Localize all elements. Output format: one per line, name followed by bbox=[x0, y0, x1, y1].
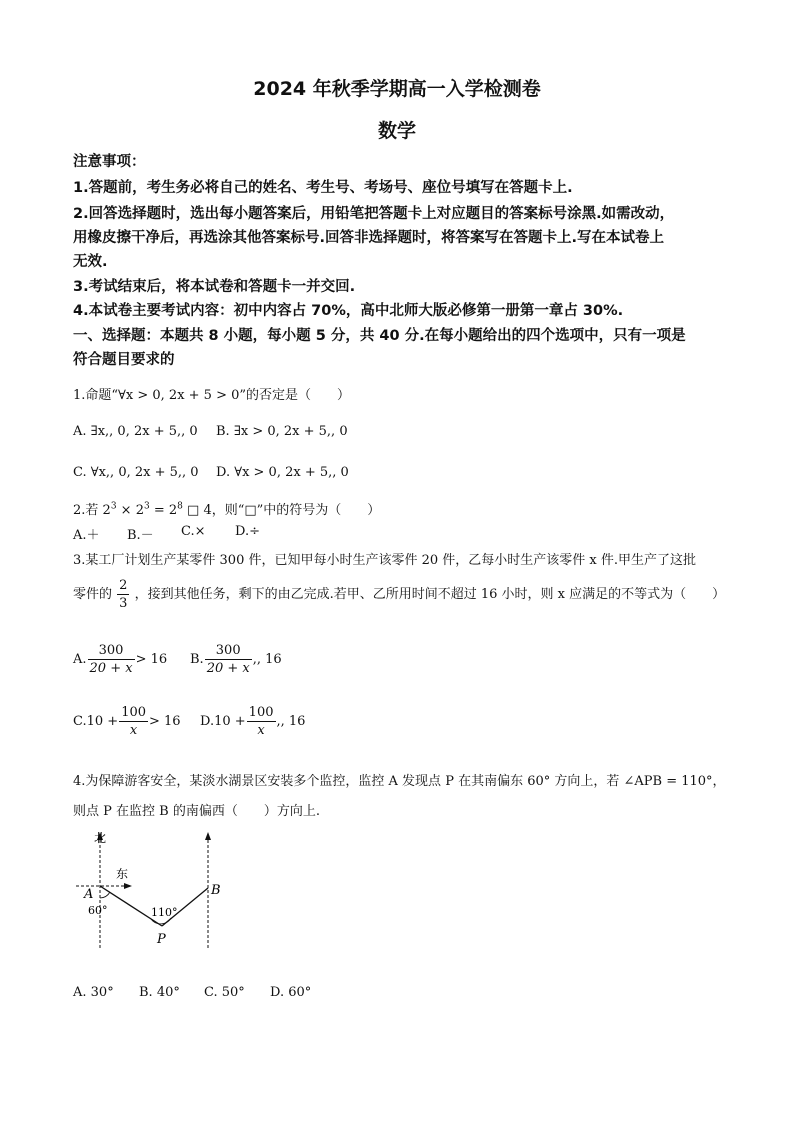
q3-option-a-num: 300 bbox=[88, 643, 135, 660]
q4-diagram bbox=[70, 826, 240, 956]
q3-frac-den: 3 bbox=[119, 596, 128, 611]
q3-stem-line-2 bbox=[73, 578, 725, 611]
q3-option-c-label: C.10 + bbox=[73, 714, 119, 729]
q3-option-b-rel: ,, 16 bbox=[252, 652, 282, 667]
q3-option-d-fraction bbox=[247, 705, 276, 738]
q4-option-a: A. 30° bbox=[73, 985, 114, 1000]
q3-option-a-label: A. bbox=[73, 652, 87, 667]
q2-stem-pre: 2.若 2 bbox=[73, 503, 111, 518]
q4-option-c: C. 50° bbox=[204, 985, 245, 1000]
notice-item-2-cont: 用橡皮擦干净后，再选涂其他答案标号.回答非选择题时，将答案写在答题卡上.写在本试卷上 bbox=[73, 230, 665, 246]
notice-item-2: 2.回答选择题时，选出每小题答案后，用铅笔把答题卡上对应题目的答案标号涂黑.如需改动， bbox=[73, 206, 675, 222]
label-north: 北 bbox=[94, 831, 107, 845]
q3-option-a-rel: > 16 bbox=[135, 652, 168, 667]
q2-stem bbox=[73, 499, 380, 518]
notice-item-1: 1.答题前，考生务必将自己的姓名、考生号、考场号、座位号填写在答题卡上. bbox=[73, 180, 573, 196]
section1-heading-cont: 符合题目要求的 bbox=[73, 352, 175, 368]
q3-option-c-fraction bbox=[119, 705, 148, 738]
notice-item-3: 3.考试结束后，将本试卷和答题卡一并交回. bbox=[73, 279, 356, 295]
q3-option-d bbox=[200, 705, 305, 738]
q2-option-a: A.＋ bbox=[73, 528, 100, 543]
label-point-b: B bbox=[211, 883, 221, 898]
q3-option-c bbox=[73, 705, 181, 738]
notice-item-2-end: 无效. bbox=[73, 254, 108, 270]
q3-option-d-label: D.10 + bbox=[200, 714, 246, 729]
q2-stem-mid-1: × 2 bbox=[116, 503, 144, 518]
label-east: 东 bbox=[116, 867, 129, 881]
q3-option-b-label: B. bbox=[190, 652, 204, 667]
q3-option-b-num: 300 bbox=[205, 643, 252, 660]
exam-title: 2024 年秋季学期高一入学检测卷 bbox=[253, 78, 541, 100]
q2-stem-mid-2: = 2 bbox=[149, 503, 178, 518]
label-point-p: P bbox=[157, 932, 166, 947]
q4-option-d: D. 60° bbox=[270, 985, 312, 1000]
q4-stem-line-1: 4.为保障游客安全，某淡水湖景区安装多个监控，监控 A 发现点 P 在其南偏东 60° 方向上，若 ∠APB = 110°， bbox=[73, 774, 726, 789]
q1-stem: 1.命题“∀x > 0, 2x + 5 > 0”的否定是（ ） bbox=[73, 388, 351, 403]
q3-fraction-two-thirds bbox=[117, 578, 129, 611]
notice-heading: 注意事项： bbox=[73, 154, 146, 170]
q3-option-a-fraction bbox=[88, 643, 135, 676]
q3-option-d-den: x bbox=[257, 723, 265, 738]
q4-stem-line-2: 则点 P 在监控 B 的南偏西（ ）方向上. bbox=[73, 804, 320, 819]
q3-option-b-fraction bbox=[205, 643, 252, 676]
north-arrowhead-b bbox=[205, 832, 211, 840]
label-angle-110: 110° bbox=[151, 906, 178, 919]
q2-exp-2: 3 bbox=[143, 501, 150, 512]
east-arrowhead-a bbox=[124, 883, 132, 889]
q3-option-c-num: 100 bbox=[121, 705, 147, 720]
q4-option-b: B. 40° bbox=[139, 985, 180, 1000]
q3-option-b-den: 20 + x bbox=[206, 661, 250, 676]
q3-stem-line-1: 3.某工厂计划生产某零件 300 件，已知甲每小时生产该零件 20 件，乙每小时生产该零件 x 件.甲生产了这批 bbox=[73, 553, 697, 568]
label-angle-60: 60° bbox=[88, 904, 108, 917]
q1-option-b: B. ∃x > 0, 2x + 5,, 0 bbox=[216, 424, 348, 439]
q1-option-c: C. ∀x,, 0, 2x + 5,, 0 bbox=[73, 465, 199, 480]
q2-option-c: C.× bbox=[181, 524, 206, 539]
q3-option-c-rel: > 16 bbox=[149, 714, 181, 729]
q1-option-d: D. ∀x > 0, 2x + 5,, 0 bbox=[216, 465, 349, 480]
section1-heading: 一、选择题：本题共 8 小题，每小题 5 分，共 40 分.在每小题给出的四个选项中，只有一项是 bbox=[73, 328, 686, 344]
q3-option-d-rel: ,, 16 bbox=[276, 714, 306, 729]
q1-option-a: A. ∃x,, 0, 2x + 5,, 0 bbox=[73, 424, 198, 439]
q3-option-b bbox=[190, 643, 282, 676]
q2-exp-3: 8 bbox=[177, 501, 183, 512]
q3-option-a-den: 20 + x bbox=[89, 661, 133, 676]
q2-option-b: B.－ bbox=[127, 528, 154, 543]
q3-option-a bbox=[73, 643, 167, 676]
label-point-a: A bbox=[84, 887, 94, 902]
subject-title: 数学 bbox=[377, 120, 416, 142]
q3-frac-num: 2 bbox=[119, 578, 128, 593]
q3-option-d-num: 100 bbox=[248, 705, 274, 720]
notice-item-4: 4.本试卷主要考试内容：初中内容占 70%，高中北师大版必修第一册第一章占 30%. bbox=[73, 303, 624, 319]
q3-stem-post: ，接到其他任务，剩下的由乙完成.若甲、乙所用时间不超过 16 小时，则 x 应满足的不等式为（ ） bbox=[134, 587, 726, 602]
q3-stem-pre: 零件的 bbox=[73, 587, 113, 602]
q2-exp-1: 3 bbox=[110, 501, 117, 512]
angle-arc-a bbox=[100, 892, 110, 898]
q3-option-c-den: x bbox=[129, 723, 138, 738]
q2-option-d: D.÷ bbox=[235, 524, 260, 539]
q2-stem-post: □ 4，则“□”中的符号为（ ） bbox=[182, 503, 381, 518]
